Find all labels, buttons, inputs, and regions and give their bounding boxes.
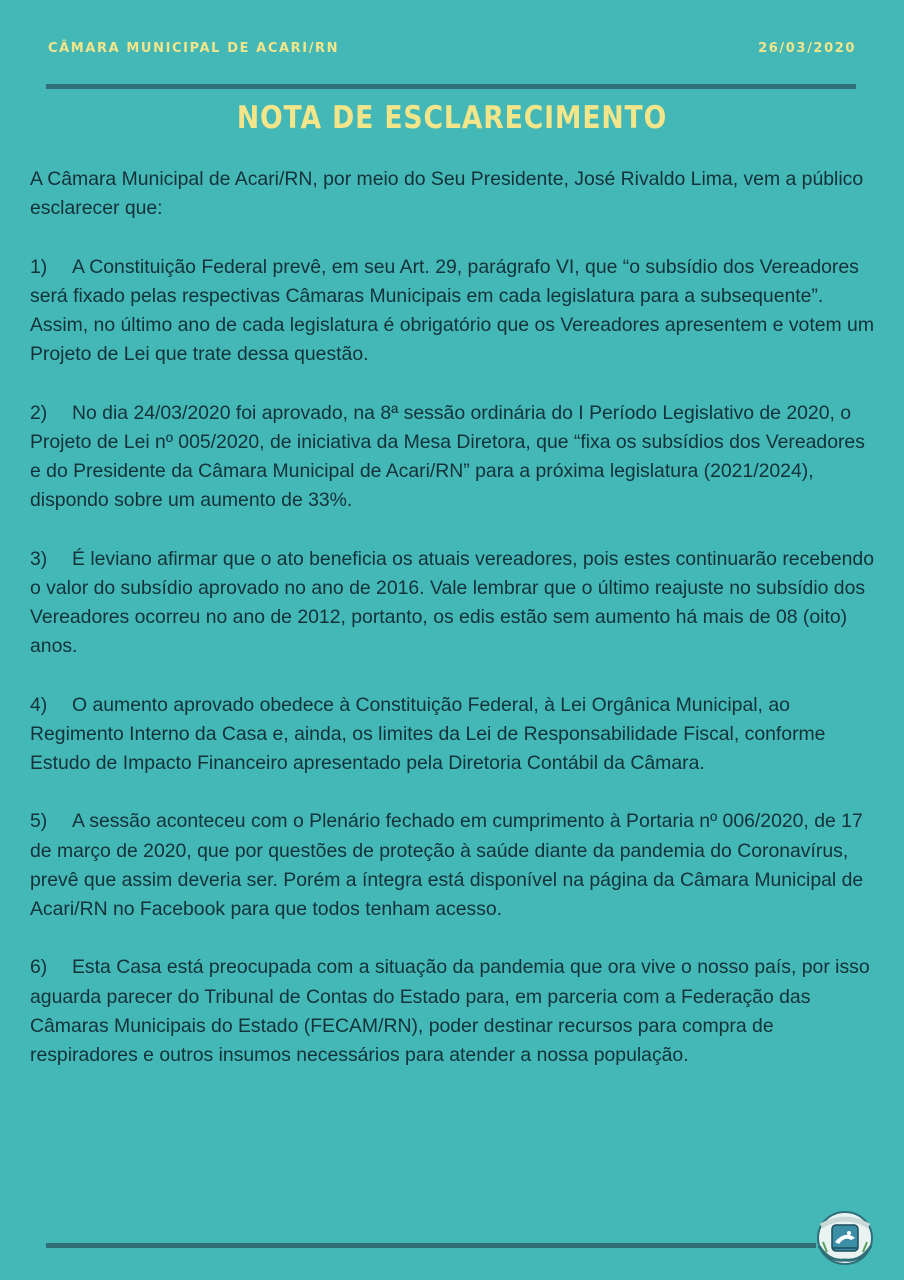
- page-title: NOTA DE ESCLARECIMENTO: [236, 100, 668, 136]
- institution-name: CÂMARA MUNICIPAL DE ACARI/RN: [48, 41, 340, 56]
- item-number: 4): [30, 693, 48, 716]
- document-body: [30, 165, 880, 1099]
- item-text: É leviano afirmar que o ato beneficia os atuais vereadores, pois estes continuarão recebendo o valor do subsídio aprovado no ano de 2016. Vale lembrar que o último reajuste no subsídio dos Vereadores ocorreu no ano de 2012, portanto, os edis estão sem aumento há mais de 08 (oito) anos.: [30, 547, 874, 658]
- item-text: No dia 24/03/2020 foi aprovado, na 8ª sessão ordinária do I Período Legislativo de 2020, o Projeto de Lei nº 005/2020, de iniciativa da Mesa Diretora, que “fixa os subsídios dos Vereadores e do Presidente da Câmara Municipal de Acari/RN” para a próxima legislatura (2021/2024), dispondo sobre um aumento de 33%.: [30, 401, 865, 512]
- item-number: 3): [30, 547, 48, 570]
- list-item: [30, 691, 880, 779]
- document-date: 26/03/2020: [758, 41, 856, 56]
- municipal-seal-icon: [813, 1208, 877, 1268]
- item-number: 1): [30, 255, 48, 278]
- top-divider: [46, 84, 856, 89]
- list-item: [30, 953, 880, 1070]
- list-item: [30, 399, 880, 516]
- item-text: O aumento aprovado obedece à Constituição Federal, à Lei Orgânica Municipal, ao Regimento Interno da Casa e, ainda, os limites da Lei de Responsabilidade Fiscal, conforme Estudo de Impacto Financeiro apresentado pela Diretoria Contábil da Câmara.: [30, 693, 826, 774]
- list-item: [30, 807, 880, 924]
- list-item: [30, 253, 880, 370]
- item-text: A sessão aconteceu com o Plenário fechado em cumprimento à Portaria nº 006/2020, de 17 de março de 2020, que por questões de proteção à saúde diante da pandemia do Coronavírus, prevê que assim deveria ser. Porém a íntegra está disponível na página da Câmara Municipal de Acari/RN no Facebook para que todos tenham acesso.: [30, 810, 864, 920]
- item-number: 2): [30, 401, 48, 424]
- item-text: A Constituição Federal prevê, em seu Art. 29, parágrafo VI, que “o subsídio dos Vereadores será fixado pelas respectivas Câmaras Municipais em cada legislatura para a subsequente”. Assim, no último ano de cada legislatura é obrigatório que os Vereadores apresentem e votem um Projeto de Lei que trate dessa questão.: [30, 255, 874, 366]
- item-number: 5): [30, 810, 48, 833]
- bottom-divider: [46, 1243, 816, 1248]
- intro-paragraph: A Câmara Municipal de Acari/RN, por meio do Seu Presidente, José Rivaldo Lima, vem a público esclarecer que:: [30, 168, 864, 220]
- item-text: Esta Casa está preocupada com a situação da pandemia que ora vive o nosso país, por isso aguarda parecer do Tribunal de Contas do Estado para, em parceria com a Federação das Câmaras Municipais do Estado (FECAM/RN), poder destinar recursos para compra de respiradores e outros insumos necessários para atender a nossa população.: [30, 956, 870, 1066]
- list-item: [30, 545, 880, 662]
- item-number: 6): [30, 956, 48, 979]
